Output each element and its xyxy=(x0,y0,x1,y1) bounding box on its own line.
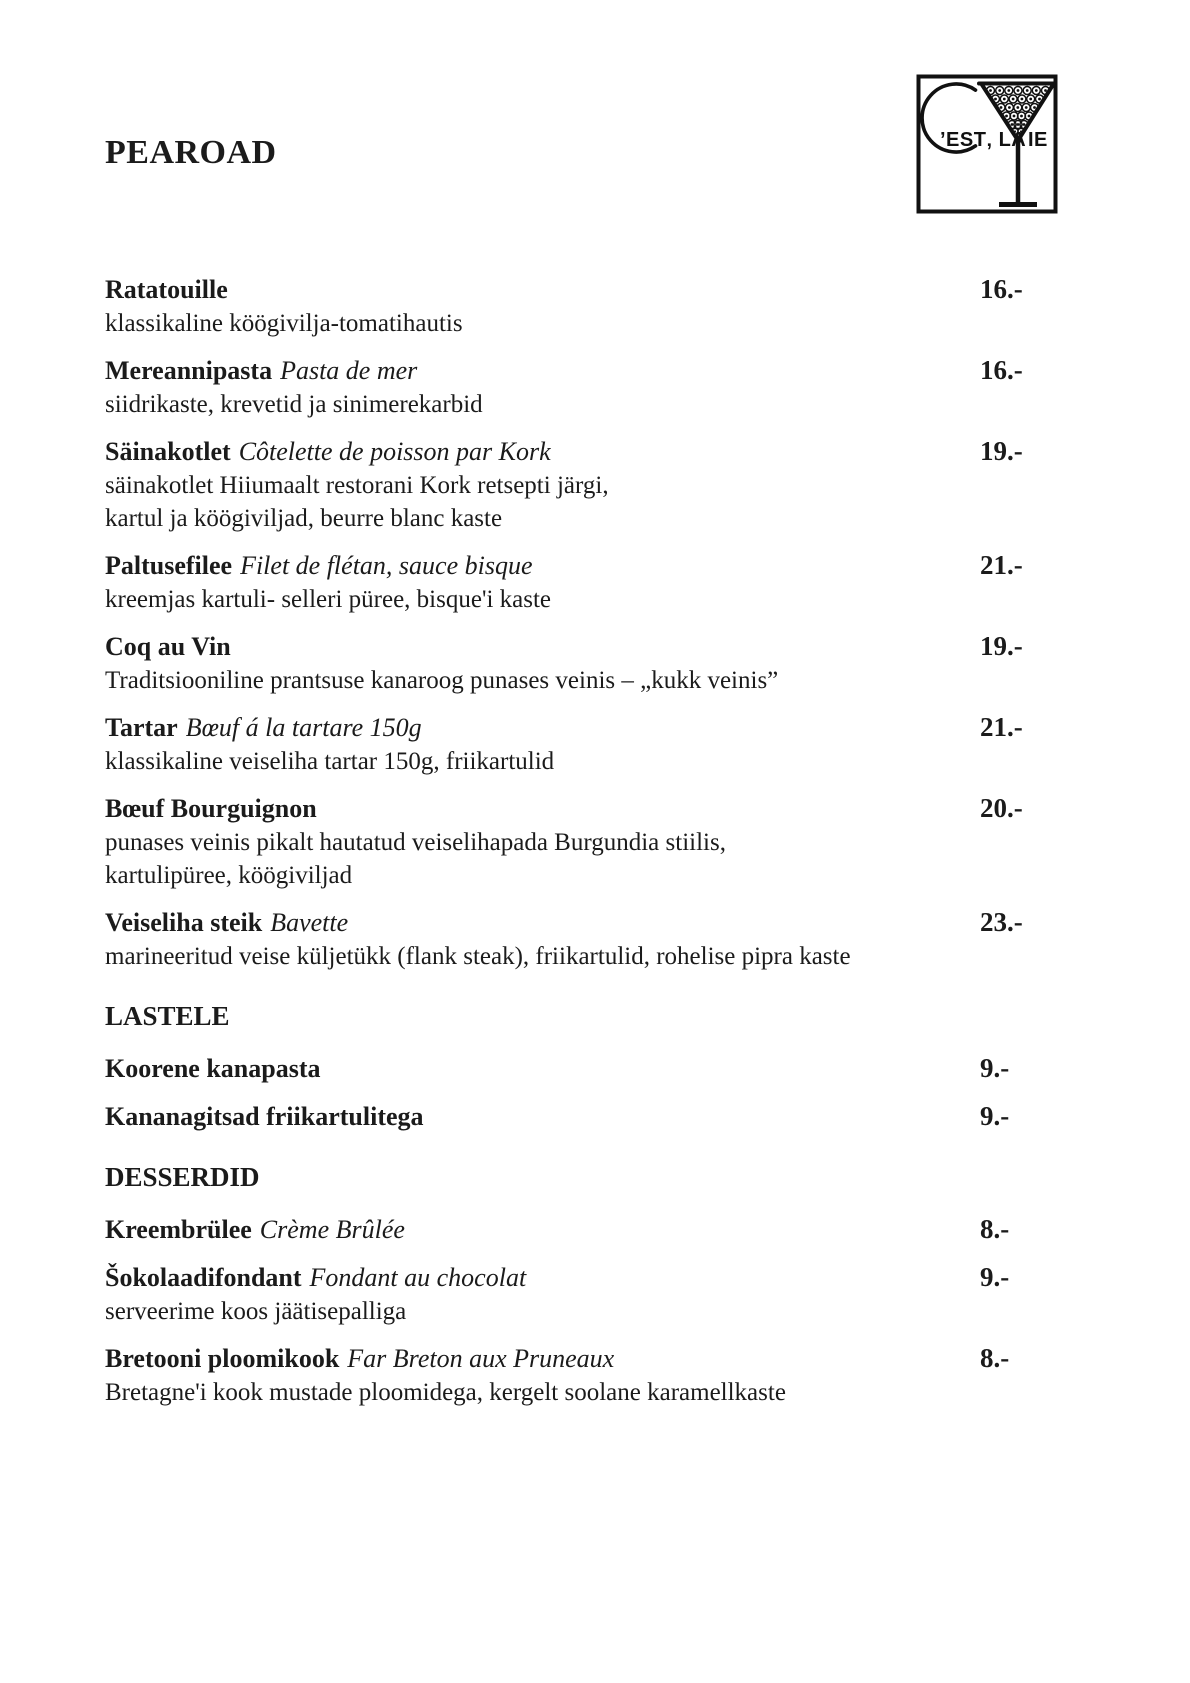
item-price: 9.- xyxy=(980,1101,1010,1131)
item-name: Ratatouille xyxy=(105,275,228,304)
item-name: Säinakotlet xyxy=(105,437,231,466)
item-price: 20.- xyxy=(980,793,1023,823)
menu-item-coq-au-vin xyxy=(105,629,1115,697)
restaurant-logo xyxy=(916,74,1058,214)
item-subtitle: Far Breton aux Pruneaux xyxy=(347,1344,615,1373)
menu-item-kreembrulee xyxy=(105,1212,1115,1247)
item-subtitle: Bavette xyxy=(270,908,349,937)
item-price: 9.- xyxy=(980,1262,1010,1292)
menu-item-koorene-kanapasta xyxy=(105,1051,1115,1086)
menu-item-sokolaadifondant xyxy=(105,1260,1115,1328)
item-price: 21.- xyxy=(980,712,1023,742)
menu-item-sainakotlet xyxy=(105,434,1115,535)
logo-text-ie: IE xyxy=(1028,129,1048,151)
item-price: 19.- xyxy=(980,631,1023,661)
item-name: Veiseliha steik xyxy=(105,908,263,937)
item-name: Kreembrülee xyxy=(105,1215,252,1244)
menu-item-kananagitsad xyxy=(105,1099,1115,1134)
item-description: Bretagne'i kook mustade ploomidega, kergelt soolane karamellkaste xyxy=(105,1379,786,1406)
menu-item-tartar xyxy=(105,710,1115,778)
item-price: 9.- xyxy=(980,1053,1010,1083)
item-name: Koorene kanapasta xyxy=(105,1054,321,1083)
item-description: marineeritud veise küljetükk (flank steak), friikartulid, rohelise pipra kaste xyxy=(105,943,851,970)
item-price: 8.- xyxy=(980,1343,1010,1373)
menu-item-paltusefilee xyxy=(105,548,1115,616)
item-description: klassikaline veiseliha tartar 150g, friikartulid xyxy=(105,748,555,775)
menu-item-boeuf-bourguignon xyxy=(105,791,1115,892)
item-name: Mereannipasta xyxy=(105,356,273,385)
menu-list xyxy=(105,272,1115,1422)
item-subtitle: Bœuf á la tartare 150g xyxy=(185,713,422,742)
item-description: serveerime koos jäätisepalliga xyxy=(105,1298,407,1325)
cest-la-vie-logo-icon xyxy=(916,74,1058,214)
item-price: 16.- xyxy=(980,274,1023,304)
menu-item-veiseliha-steik xyxy=(105,905,1115,973)
item-description: siidrikaste, krevetid ja sinimerekarbid xyxy=(105,391,483,418)
item-price: 21.- xyxy=(980,550,1023,580)
item-name: Coq au Vin xyxy=(105,632,231,661)
item-name: Paltusefilee xyxy=(105,551,233,580)
item-subtitle: Fondant au chocolat xyxy=(309,1263,527,1292)
menu-item-bretooni-ploomikook xyxy=(105,1341,1115,1409)
logo-text-est-la: ’EST‚ LA xyxy=(940,129,1027,151)
item-name: Šokolaadifondant xyxy=(105,1263,302,1292)
item-name: Tartar xyxy=(105,713,178,742)
item-name: Bœuf Bourguignon xyxy=(105,794,317,823)
item-description: säinakotlet Hiiumaalt restorani Kork retsepti järgi, xyxy=(105,472,609,499)
item-description: klassikaline köögivilja-tomatihautis xyxy=(105,310,463,337)
menu-item-ratatouille xyxy=(105,272,1115,340)
item-description: punases veinis pikalt hautatud veiselihapada Burgundia stiilis, xyxy=(105,829,726,856)
item-description: kartulipüree, köögiviljad xyxy=(105,862,353,889)
item-subtitle: Pasta de mer xyxy=(280,356,418,385)
item-price: 19.- xyxy=(980,436,1023,466)
item-description: kartul ja köögiviljad, beurre blanc kaste xyxy=(105,505,503,532)
item-description: Traditsiooniline prantsuse kanaroog punases veinis – „kukk veinis” xyxy=(105,667,779,694)
item-name: Bretooni ploomikook xyxy=(105,1344,340,1373)
item-description: kreemjas kartuli- selleri püree, bisque'i kaste xyxy=(105,586,552,613)
item-price: 16.- xyxy=(980,355,1023,385)
item-name: Kananagitsad friikartulitega xyxy=(105,1102,424,1131)
item-subtitle: Filet de flétan, sauce bisque xyxy=(240,551,533,580)
section-header-lastele: LASTELE xyxy=(105,1001,230,1031)
item-price: 23.- xyxy=(980,907,1023,937)
section-header-desserdid: DESSERDID xyxy=(105,1162,260,1192)
item-subtitle: Crème Brûlée xyxy=(259,1215,405,1244)
item-subtitle: Côtelette de poisson par Kork xyxy=(238,437,551,466)
page-title: PEAROAD xyxy=(105,134,277,171)
menu-item-mereannipasta xyxy=(105,353,1115,421)
item-price: 8.- xyxy=(980,1214,1010,1244)
